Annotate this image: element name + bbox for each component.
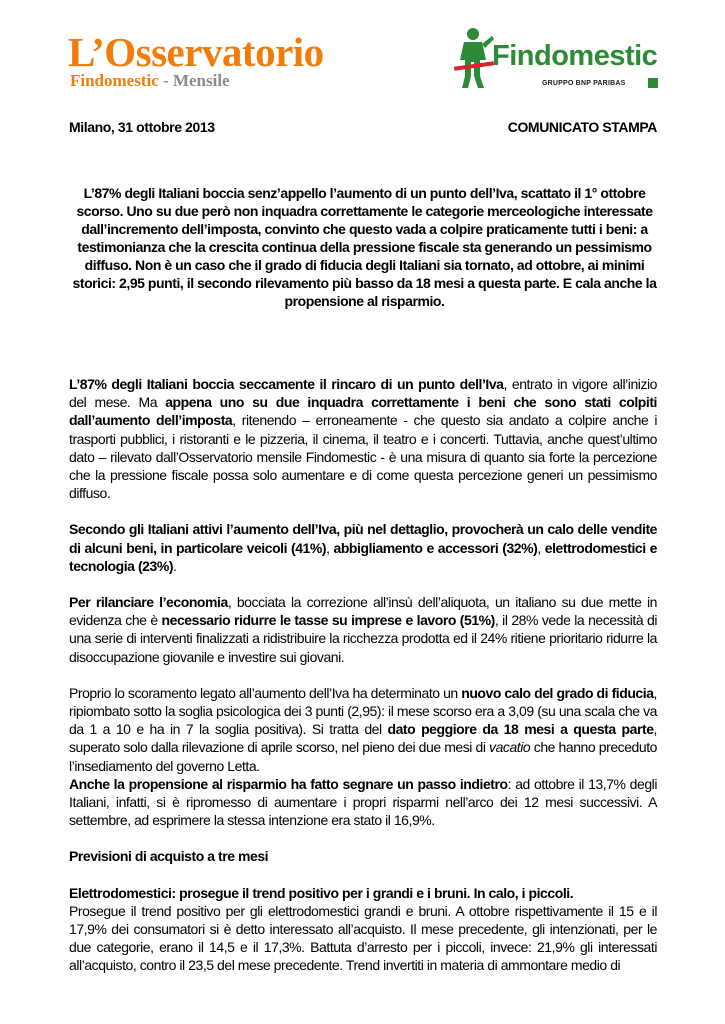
p5-text-1: : ad ottobre il 13,7% degli Italiani, infatti, si è ripromesso di aumentare i propri risparmi nell’arco dei 12 mesi successivi. A settembre, ad esprimere la stessa intenzione era stato il 16,9%. [69,775,658,829]
p3-bold-1: Per rilanciare l’economia [69,594,228,611]
p4-bold-1: nuovo calo del grado di fiducia [461,684,654,701]
article-body [69,375,657,975]
osservatorio-logo-mensile: Mensile [172,71,230,90]
osservatorio-logo-title: L’Osservatorio [68,29,324,75]
paragraph-confidence [69,684,657,775]
p2-text-1: , [326,539,334,556]
p4-text-1: Proprio lo scoramento legato all’aumento dell’Iva ha determinato un [69,684,462,701]
p3-bold-2: necessario ridurre le tasse su imprese e lavoro (51%) [161,612,495,629]
headline: L’87% degli Italiani boccia senz’appello l’aumento di un punto dell’Iva, scattato il 1° ottobre scorso. Uno su due però non inquadra correttamente le categorie merceologiche interessate dall’incremento dell’imposta, convinto che questo vada a colpire praticamente tutti i beni: a testimonianza che la crescita continua della pressione fiscale sta generando un pessimismo diffuso. Non è un caso che il grado di fiducia degli Italiani sia tornato, ad ottobre, ai minimi storici: 2,95 punti, il secondo rilevamento più basso da 18 mesi a questa parte. E cala anche la propensione al risparmio. [72,185,657,309]
p4-text-4: che hanno preceduto l’insediamento del governo Letta. [69,739,657,774]
findomestic-mascot-icon [452,26,496,92]
osservatorio-logo-brand: Findomestic [70,71,159,90]
paragraph-savings [69,775,657,830]
paragraph-iva-rejection [69,375,657,502]
paragraph-sales-decline [69,520,657,575]
paragraph-economy [69,593,657,666]
osservatorio-logo [68,29,324,90]
p4-italic-1: vacatio [489,739,531,756]
p5-bold-1: Anche la propensione al risparmio ha fatto segnare un passo indietro [69,775,508,792]
p2-text-3: . [173,557,177,574]
p1-bold-1: L’87% degli Italiani boccia seccamente il rincaro di un punto dell’Iva [69,376,504,392]
bnp-paribas-icon [648,78,658,88]
p2-bold-1: Secondo gli Italiani attivi l’aumento dell’Iva, più nel dettaglio, provocherà un calo delle vendite di alcuni beni, in particolare veicoli (41%) [69,521,657,556]
p2-bold-3: elettrodomestici e tecnologia (23%) [69,539,657,574]
p1-text-1: , entrato in vigore all’inizio del mese. Ma [69,376,657,411]
findomestic-logo [452,26,664,96]
subheading-appliances: Elettrodomestici: prosegue il trend positivo per i grandi e i bruni. In calo, i piccoli. [69,884,574,901]
findomestic-logo-name: Findomestic [492,40,658,72]
p3-text-2: , il 28% vede la necessità di una serie di interventi finalizzati a ridistribuire la ricchezza prodotta ed il 24% ritiene prioritario ridurre la disoccupazione giovanile e investire sui giovani. [69,612,657,665]
paragraph-appliances: Prosegue il trend positivo per gli elettrodomestici grandi e bruni. A ottobre rispettivamente il 15 e il 17,9% dei consumatori si è detto interessato all’acquisto. Il mese precedente, gli intenzionati, per le due categorie, erano il 14,5 e il 17,3%. Battuta d’arresto per i piccoli, invece: 21,9% gli interessati all’acquisto, contro il 23,5 del mese precedente. Trend invertiti in materia di ammontare medio di [69,902,657,974]
p3-text-1: , bocciata la correzione all’insù dell’aliquota, un italiano su due mette in evidenza che è [69,594,657,629]
section-heading: Previsioni di acquisto a tre mesi [69,848,269,865]
dateline [69,118,657,136]
p2-bold-2: abbigliamento e accessori (32%) [333,539,538,556]
p4-text-3: , superato solo dalla rilevazione di aprile scorso, nel pieno dei due mesi di [69,721,657,756]
document-type: COMUNICATO STAMPA [507,119,657,135]
place-date: Milano, 31 ottobre 2013 [69,119,215,135]
findomestic-logo-group: GRUPPO BNP PARIBAS [542,80,626,87]
p1-text-2: , ritenendo – erroneamente - che questo sia andato a colpire anche i trasporti pubblici, i ristoranti e le pizzeria, il cinema, il teatro e i concerti. Tuttavia, anche quest’ultimo dato – rilevato dall’Osservatorio mensile Findomestic - è una misura di quanto sia forte la percezione che la pressione fiscale possa solo aumentare e di come questa percezione generi un pessimismo diffuso. [69,412,657,502]
p2-text-2: , [537,539,545,556]
osservatorio-logo-separator: - [158,71,173,90]
p4-bold-2: dato peggiore da 18 mesi a questa parte [387,721,654,738]
p4-text-2: , ripiombato sotto la soglia psicologica dei 3 punti (2,95): il mese scorso era a 3,09 (su una scala che va da 1 a 10 e ha in 7 la soglia positiva). Si tratta del [69,684,657,738]
p1-bold-2: appena uno su due inquadra correttamente i beni che sono stati colpiti dall’aumento dell’imposta [69,394,657,429]
